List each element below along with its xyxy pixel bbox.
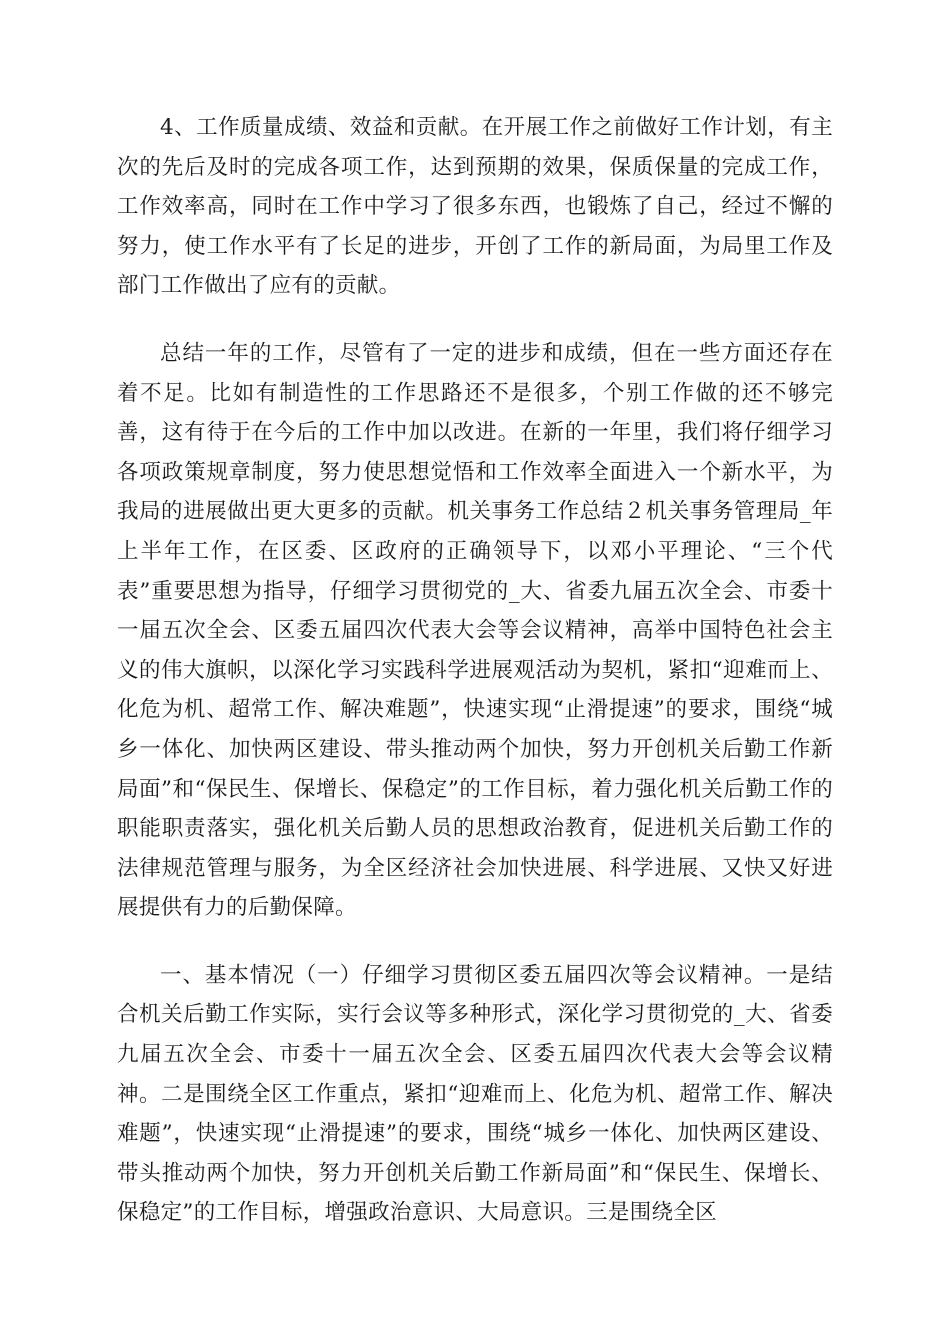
paragraph-annual-summary: 总结一年的工作，尽管有了一定的进步和成绩，但在一些方面还存在着不足。比如有制造性的工作思路还不是很多，个别工作做的还不够完善，这有待于在今后的工作中加以改进。在新的一年里，我们将仔细学习各项政策规章制度，努力使思想觉悟和工作效率全面进入一个新水平，为我局的进展做出更大更多的贡献。机关事务工作总结２机关事务管理局_年上半年工作，在区委、区政府的正确领导下，以邓小平理论、“三个代表”重要思想为指导，仔细学习贯彻党的_大、省委九届五次全会、市委十一届五次全会、区委五届四次代表大会等会议精神，高举中国特色社会主义的伟大旗帜，以深化学习实践科学进展观活动为契机，紧扣“迎难而上、化危为机、超常工作、解决难题”，快速实现“止滑提速”的要求，围绕“城乡一体化、加快两区建设、带头推动两个加快，努力开创机关后勤工作新局面”和“保民生、保增长、保稳定”的工作目标，着力强化机关后勤工作的职能职责落实，强化机关后勤人员的思想政治教育，促进机关后勤工作的法律规范管理与服务，为全区经济社会加快进展、科学进展、又快又好进展提供有力的后勤保障。 xyxy=(117,340,833,921)
document-body xyxy=(117,108,833,1233)
paragraph-basic-situation: 一、基本情况（一）仔细学习贯彻区委五届四次等会议精神。一是结合机关后勤工作实际，实行会议等多种形式，深化学习贯彻党的_大、省委九届五次全会、市委十一届五次全会、区委五届四次代表大会等会议精神。二是围绕全区工作重点，紧扣“迎难而上、化危为机、超常工作、解决难题”，快速实现“止滑提速”的要求，围绕“城乡一体化、加快两区建设、带头推动两个加快，努力开创机关后勤工作新局面”和“保民生、保增长、保稳定”的工作目标，增强政治意识、大局意识。三是围绕全区 xyxy=(117,962,833,1226)
paragraph-work-quality: 4、工作质量成绩、效益和贡献。在开展工作之前做好工作计划，有主次的先后及时的完成各项工作，达到预期的效果，保质保量的完成工作，工作效率高，同时在工作中学习了很多东西，也锻炼了自己，经过不懈的努力，使工作水平有了长足的进步，开创了工作的新局面，为局里工作及部门工作做出了应有的贡献。 xyxy=(117,115,833,299)
